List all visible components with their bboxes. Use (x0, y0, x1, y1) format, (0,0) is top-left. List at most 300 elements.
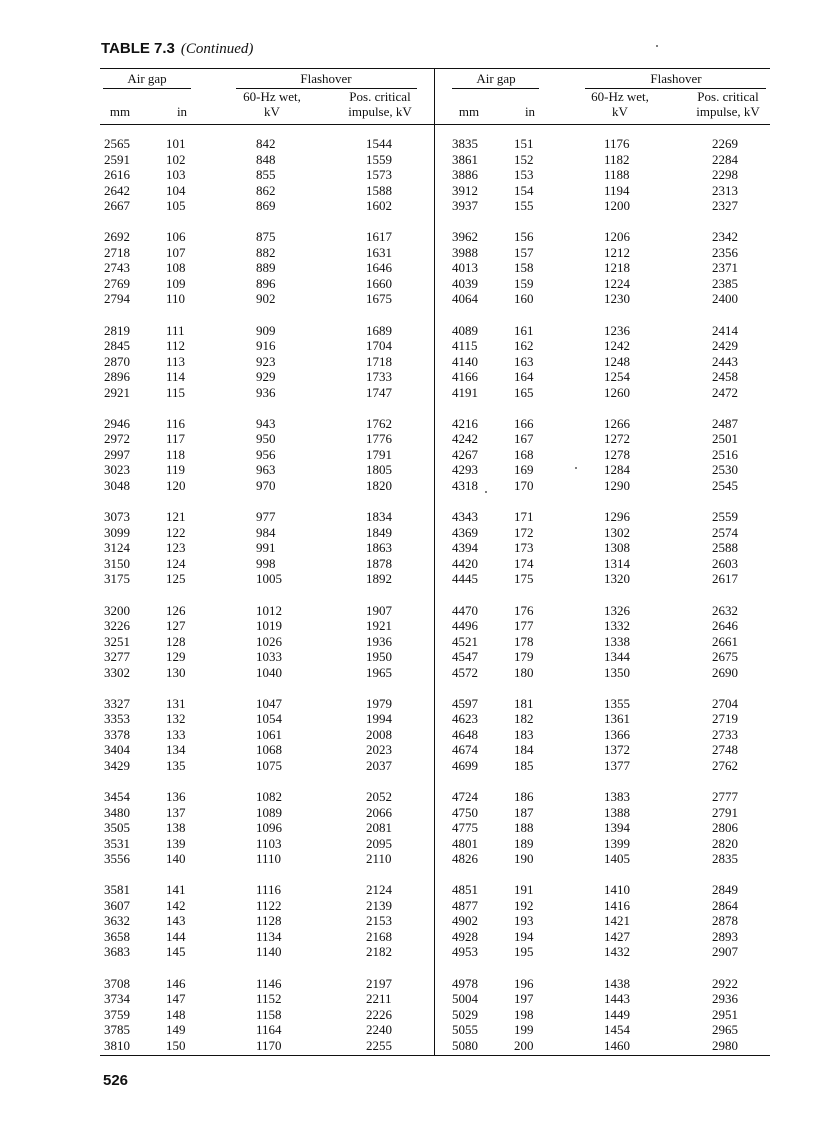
left-impulse-kv-cell: 1675 (366, 291, 392, 307)
right-wet-kv-cell: 1405 (604, 851, 630, 867)
right-in-cell: 189 (514, 835, 534, 851)
right-mm-cell: 4064 (452, 291, 478, 307)
right-mm-cell: 4953 (452, 944, 478, 960)
table-bottom-rule (100, 1055, 770, 1056)
left-wet-kv-cell: 1164 (256, 1022, 282, 1038)
right-wet-kv-cell: 1372 (604, 742, 630, 758)
right-mm-cell: 4115 (452, 338, 478, 354)
left-impulse-kv-cell: 1921 (366, 618, 392, 633)
right-impulse-kv-cell: 2559 (712, 509, 738, 525)
right-impulse-kv-cell: 2675 (712, 649, 738, 664)
left-wet-kv-cell: 896 (256, 275, 276, 291)
right-in-cell: 161 (514, 322, 534, 338)
right-wet-kv-cell: 1460 (604, 1037, 630, 1053)
left-in-cell: 132 (166, 711, 186, 727)
right-impulse-kv-cell: 2893 (712, 928, 738, 944)
right-in-cell: 196 (514, 975, 534, 991)
left-impulse-kv-cell: 1573 (366, 167, 392, 182)
left-wet-kv-cell: 1061 (256, 726, 282, 742)
left-impulse-kv-cell: 1631 (366, 244, 392, 260)
left-wet-kv-cell: 1040 (256, 664, 282, 680)
right-mm-cell: 4674 (452, 742, 478, 758)
right-impulse-kv-cell: 2965 (712, 1022, 738, 1038)
right-impulse-kv-cell: 2501 (712, 431, 738, 447)
left-impulse-kv-cell: 1791 (366, 446, 392, 462)
right-mm-cell: 4420 (452, 555, 478, 571)
left-mm-cell: 3200 (104, 602, 130, 618)
right-wet-kv-cell: 1388 (604, 804, 630, 820)
right-in-cell: 174 (514, 555, 534, 571)
right-in-cell: 198 (514, 1006, 534, 1022)
left-wet-header-2: kV (264, 104, 280, 119)
right-in-cell: 187 (514, 804, 534, 820)
right-impulse-kv-cell: 2980 (712, 1037, 738, 1053)
right-impulse-kv-cell: 2443 (712, 353, 738, 369)
left-wet-kv-cell: 882 (256, 244, 276, 260)
right-wet-kv-cell: 1248 (604, 353, 630, 369)
left-wet-kv-cell: 848 (256, 151, 276, 167)
right-wet-kv-cell: 1438 (604, 975, 630, 991)
right-impulse-kv-cell: 2400 (712, 291, 738, 307)
left-in-cell: 143 (166, 913, 186, 929)
left-wet-kv-cell: 1082 (256, 789, 282, 805)
left-wet-kv-cell: 943 (256, 415, 276, 431)
left-in-cell: 128 (166, 633, 186, 649)
left-in-cell: 146 (166, 975, 186, 991)
left-mm-cell: 3632 (104, 913, 130, 929)
right-wet-kv-cell: 1449 (604, 1006, 630, 1022)
right-in-cell: 200 (514, 1037, 534, 1053)
right-wet-kv-cell: 1366 (604, 726, 630, 742)
left-mm-cell: 2997 (104, 446, 130, 462)
right-in-cell: 175 (514, 571, 534, 587)
right-wet-kv-cell: 1206 (604, 229, 630, 245)
left-in-cell: 101 (166, 136, 186, 151)
right-impulse-kv-cell: 2951 (712, 1006, 738, 1022)
left-wet-kv-cell: 1005 (256, 571, 282, 587)
right-wet-kv-cell: 1355 (604, 695, 630, 711)
right-mm-cell: 4750 (452, 804, 478, 820)
left-impulse-kv-cell: 1733 (366, 369, 392, 385)
left-impulse-kv-cell: 2081 (366, 820, 392, 836)
right-wet-kv-cell: 1308 (604, 540, 630, 556)
left-mm-cell: 2896 (104, 369, 130, 385)
left-wet-kv-cell: 1068 (256, 742, 282, 758)
left-impulse-kv-cell: 1863 (366, 540, 392, 556)
right-mm-cell: 4902 (452, 913, 478, 929)
left-in-cell: 140 (166, 851, 186, 867)
right-impulse-kv-cell: 2458 (712, 369, 738, 385)
left-mm-cell: 2692 (104, 229, 130, 245)
left-in-cell: 129 (166, 649, 186, 664)
right-in-cell: 169 (514, 462, 534, 478)
left-wet-kv-cell: 1110 (256, 851, 282, 867)
left-in-cell: 147 (166, 991, 186, 1007)
left-mm-cell: 2946 (104, 415, 130, 431)
right-impulse-kv-cell: 2284 (712, 151, 738, 167)
left-mm-cell: 3099 (104, 524, 130, 540)
left-wet-kv-cell: 929 (256, 369, 276, 385)
left-mm-cell: 2769 (104, 275, 130, 291)
right-in-cell: 193 (514, 913, 534, 929)
right-in-cell: 172 (514, 524, 534, 540)
right-in-cell: 171 (514, 509, 534, 525)
left-in-cell: 148 (166, 1006, 186, 1022)
right-impulse-kv-cell: 2603 (712, 555, 738, 571)
left-impulse-kv-cell: 2052 (366, 789, 392, 805)
left-in-header: in (176, 104, 188, 119)
left-in-cell: 115 (166, 384, 186, 400)
left-wet-kv-cell: 875 (256, 229, 276, 245)
right-airgap-underline (452, 88, 539, 89)
left-in-cell: 120 (166, 477, 186, 493)
right-in-cell: 167 (514, 431, 534, 447)
right-mm-cell: 4699 (452, 757, 478, 773)
right-in-cell: 185 (514, 757, 534, 773)
left-in-cell: 116 (166, 415, 186, 431)
right-in-header: in (524, 104, 536, 119)
left-in-cell: 125 (166, 571, 186, 587)
right-in-cell: 165 (514, 384, 534, 400)
left-in-cell: 119 (166, 462, 186, 478)
left-wet-kv-cell: 1128 (256, 913, 282, 929)
left-impulse-kv-cell: 1747 (366, 384, 392, 400)
right-mm-cell: 3861 (452, 151, 478, 167)
right-impulse-kv-cell: 2646 (712, 618, 738, 633)
left-impulse-kv-cell: 1588 (366, 182, 392, 198)
left-wet-kv-cell: 1096 (256, 820, 282, 836)
left-in-cell: 135 (166, 757, 186, 773)
left-in-cell: 137 (166, 804, 186, 820)
left-mm-cell: 3607 (104, 897, 130, 913)
left-mm-cell: 3327 (104, 695, 130, 711)
table-title (101, 40, 253, 58)
left-in-cell: 107 (166, 244, 186, 260)
left-mm-cell: 3404 (104, 742, 130, 758)
right-in-cell: 178 (514, 633, 534, 649)
left-mm-cell: 3378 (104, 726, 130, 742)
right-wet-kv-cell: 1314 (604, 555, 630, 571)
left-in-cell: 127 (166, 618, 186, 633)
left-impulse-kv-cell: 1834 (366, 509, 392, 525)
right-mm-cell: 4826 (452, 851, 478, 867)
right-in-cell: 156 (514, 229, 534, 245)
left-impulse-kv-cell: 1965 (366, 664, 392, 680)
right-impulse-kv-cell: 2516 (712, 446, 738, 462)
left-impulse-kv-cell: 2110 (366, 851, 392, 867)
right-wet-kv-cell: 1272 (604, 431, 630, 447)
left-mm-cell: 3556 (104, 851, 130, 867)
left-wet-kv-cell: 842 (256, 136, 276, 151)
table-label: TABLE 7.3 (101, 40, 175, 57)
right-mm-cell: 4166 (452, 369, 478, 385)
left-in-cell: 123 (166, 540, 186, 556)
left-wet-kv-cell: 902 (256, 291, 276, 307)
right-mm-cell: 3988 (452, 244, 478, 260)
right-mm-cell: 3835 (452, 136, 478, 151)
left-mm-cell: 2591 (104, 151, 130, 167)
left-in-cell: 114 (166, 369, 186, 385)
right-impulse-kv-cell: 2342 (712, 229, 738, 245)
right-impulse-kv-cell: 2545 (712, 477, 738, 493)
left-in-cell: 145 (166, 944, 186, 960)
left-in-cell: 122 (166, 524, 186, 540)
right-mm-cell: 4978 (452, 975, 478, 991)
left-impulse-kv-cell: 1559 (366, 151, 392, 167)
right-mm-cell: 5004 (452, 991, 478, 1007)
left-mm-cell: 2565 (104, 136, 130, 151)
left-in-cell: 138 (166, 820, 186, 836)
table-subtitle: (Continued) (180, 41, 254, 57)
right-wet-kv-cell: 1443 (604, 991, 630, 1007)
right-in-cell: 151 (514, 136, 534, 151)
left-impulse-kv-cell: 1878 (366, 555, 392, 571)
right-impulse-kv-cell: 2414 (712, 322, 738, 338)
right-wet-kv-cell: 1377 (604, 757, 630, 773)
left-in-cell: 111 (166, 322, 185, 338)
left-wet-kv-cell: 1146 (256, 975, 282, 991)
left-mm-cell: 3810 (104, 1037, 130, 1053)
left-mm-cell: 2642 (104, 182, 130, 198)
right-in-cell: 194 (514, 928, 534, 944)
left-impulse-kv-cell: 1892 (366, 571, 392, 587)
left-wet-kv-cell: 1140 (256, 944, 282, 960)
right-in-cell: 191 (514, 882, 534, 898)
left-in-cell: 141 (166, 882, 186, 898)
left-in-cell: 109 (166, 275, 186, 291)
right-impulse-kv-cell: 2733 (712, 726, 738, 742)
left-impulse-kv-cell: 2211 (366, 991, 392, 1007)
right-wet-kv-cell: 1284 (604, 462, 630, 478)
left-mm-cell: 2794 (104, 291, 130, 307)
right-mm-cell: 5029 (452, 1006, 478, 1022)
left-mm-cell: 3353 (104, 711, 130, 727)
right-impulse-kv-cell: 2661 (712, 633, 738, 649)
right-mm-cell: 4877 (452, 897, 478, 913)
left-impulse-kv-cell: 1602 (366, 198, 392, 213)
right-wet-kv-cell: 1266 (604, 415, 630, 431)
right-impulse-kv-cell: 2806 (712, 820, 738, 836)
left-mm-cell: 2616 (104, 167, 130, 182)
left-in-cell: 108 (166, 260, 186, 276)
right-in-cell: 179 (514, 649, 534, 664)
right-impulse-kv-cell: 2777 (712, 789, 738, 805)
left-impulse-kv-cell: 2095 (366, 835, 392, 851)
left-impulse-header-1: Pos. critical (349, 89, 411, 104)
left-impulse-kv-cell: 2197 (366, 975, 392, 991)
left-in-cell: 133 (166, 726, 186, 742)
left-mm-cell: 2845 (104, 338, 130, 354)
left-wet-kv-cell: 1075 (256, 757, 282, 773)
right-mm-cell: 4369 (452, 524, 478, 540)
left-airgap-header: Air gap (127, 71, 167, 86)
right-wet-kv-cell: 1427 (604, 928, 630, 944)
right-impulse-kv-cell: 2704 (712, 695, 738, 711)
right-wet-kv-cell: 1260 (604, 384, 630, 400)
right-in-cell: 157 (514, 244, 534, 260)
left-mm-cell: 3073 (104, 509, 130, 525)
left-wet-kv-cell: 1103 (256, 835, 282, 851)
right-mm-cell: 5055 (452, 1022, 478, 1038)
right-impulse-kv-cell: 2936 (712, 991, 738, 1007)
left-in-cell: 113 (166, 353, 186, 369)
right-in-cell: 162 (514, 338, 534, 354)
left-in-cell: 136 (166, 789, 186, 805)
right-mm-cell: 4597 (452, 695, 478, 711)
left-mm-cell: 2743 (104, 260, 130, 276)
left-wet-kv-cell: 1170 (256, 1037, 282, 1053)
right-mm-cell: 4140 (452, 353, 478, 369)
left-wet-kv-cell: 1054 (256, 711, 282, 727)
right-impulse-kv-cell: 2820 (712, 835, 738, 851)
left-in-cell: 126 (166, 602, 186, 618)
left-mm-cell: 2667 (104, 198, 130, 213)
right-impulse-kv-cell: 2472 (712, 384, 738, 400)
right-in-cell: 186 (514, 789, 534, 805)
right-in-cell: 164 (514, 369, 534, 385)
left-impulse-kv-cell: 1820 (366, 477, 392, 493)
left-wet-kv-cell: 936 (256, 384, 276, 400)
left-wet-kv-cell: 977 (256, 509, 276, 525)
left-wet-header-1: 60-Hz wet, (243, 89, 301, 104)
table-top-rule (100, 68, 770, 69)
right-impulse-kv-cell: 2356 (712, 244, 738, 260)
right-impulse-kv-cell: 2791 (712, 804, 738, 820)
right-mm-cell: 4191 (452, 384, 478, 400)
left-wet-kv-cell: 862 (256, 182, 276, 198)
left-mm-header: mm (109, 104, 131, 119)
right-in-cell: 195 (514, 944, 534, 960)
right-mm-cell: 4293 (452, 462, 478, 478)
right-mm-cell: 4623 (452, 711, 478, 727)
left-impulse-kv-cell: 1936 (366, 633, 392, 649)
left-mm-cell: 3023 (104, 462, 130, 478)
right-wet-kv-cell: 1432 (604, 944, 630, 960)
right-impulse-header-1: Pos. critical (697, 89, 759, 104)
right-wet-kv-cell: 1200 (604, 198, 630, 213)
right-in-cell: 168 (514, 446, 534, 462)
right-impulse-kv-cell: 2748 (712, 742, 738, 758)
right-mm-cell: 4547 (452, 649, 478, 664)
left-mm-cell: 3277 (104, 649, 130, 664)
right-wet-kv-cell: 1230 (604, 291, 630, 307)
right-wet-kv-cell: 1188 (604, 167, 630, 182)
right-mm-cell: 3886 (452, 167, 478, 182)
right-in-cell: 154 (514, 182, 534, 198)
left-impulse-kv-cell: 1762 (366, 415, 392, 431)
left-wet-kv-cell: 998 (256, 555, 276, 571)
left-in-cell: 139 (166, 835, 186, 851)
left-wet-kv-cell: 916 (256, 338, 276, 354)
right-impulse-kv-cell: 2632 (712, 602, 738, 618)
left-wet-kv-cell: 1019 (256, 618, 282, 633)
left-wet-kv-cell: 984 (256, 524, 276, 540)
right-mm-cell: 4089 (452, 322, 478, 338)
right-impulse-kv-cell: 2371 (712, 260, 738, 276)
left-wet-kv-cell: 956 (256, 446, 276, 462)
right-in-cell: 190 (514, 851, 534, 867)
left-wet-kv-cell: 869 (256, 198, 276, 213)
left-wet-kv-cell: 1122 (256, 897, 282, 913)
left-in-cell: 134 (166, 742, 186, 758)
left-in-cell: 131 (166, 695, 186, 711)
left-wet-kv-cell: 1116 (256, 882, 282, 898)
left-in-cell: 117 (166, 431, 186, 447)
left-mm-cell: 3734 (104, 991, 130, 1007)
right-airgap-header: Air gap (476, 71, 516, 86)
right-mm-cell: 4572 (452, 664, 478, 680)
right-impulse-kv-cell: 2429 (712, 338, 738, 354)
left-wet-kv-cell: 923 (256, 353, 276, 369)
right-wet-header-1: 60-Hz wet, (591, 89, 649, 104)
right-wet-header-2: kV (612, 104, 628, 119)
left-in-cell: 130 (166, 664, 186, 680)
left-mm-cell: 3505 (104, 820, 130, 836)
right-in-cell: 183 (514, 726, 534, 742)
right-mm-cell: 3962 (452, 229, 478, 245)
right-in-cell: 199 (514, 1022, 534, 1038)
left-impulse-kv-cell: 1979 (366, 695, 392, 711)
right-wet-kv-cell: 1399 (604, 835, 630, 851)
right-wet-kv-cell: 1182 (604, 151, 630, 167)
right-impulse-kv-cell: 2574 (712, 524, 738, 540)
left-mm-cell: 3759 (104, 1006, 130, 1022)
right-wet-kv-cell: 1296 (604, 509, 630, 525)
right-impulse-kv-cell: 2719 (712, 711, 738, 727)
right-wet-kv-cell: 1326 (604, 602, 630, 618)
right-in-cell: 152 (514, 151, 534, 167)
left-flashover-header: Flashover (300, 71, 352, 86)
left-impulse-kv-cell: 1907 (366, 602, 392, 618)
left-impulse-kv-cell: 2124 (366, 882, 392, 898)
right-in-cell: 181 (514, 695, 534, 711)
right-mm-cell: 4470 (452, 602, 478, 618)
left-impulse-kv-cell: 2168 (366, 928, 392, 944)
right-impulse-kv-cell: 2327 (712, 198, 738, 213)
right-wet-kv-cell: 1394 (604, 820, 630, 836)
left-wet-kv-cell: 1089 (256, 804, 282, 820)
left-impulse-kv-cell: 1805 (366, 462, 392, 478)
left-mm-cell: 3175 (104, 571, 130, 587)
left-wet-kv-cell: 991 (256, 540, 276, 556)
right-mm-cell: 3912 (452, 182, 478, 198)
left-wet-kv-cell: 950 (256, 431, 276, 447)
left-wet-kv-cell: 1047 (256, 695, 282, 711)
left-impulse-kv-cell: 2023 (366, 742, 392, 758)
right-mm-cell: 4013 (452, 260, 478, 276)
right-in-cell: 155 (514, 198, 534, 213)
left-wet-kv-cell: 1158 (256, 1006, 282, 1022)
left-mm-cell: 2819 (104, 322, 130, 338)
left-mm-cell: 3581 (104, 882, 130, 898)
right-in-cell: 159 (514, 275, 534, 291)
left-wet-kv-cell: 909 (256, 322, 276, 338)
right-mm-cell: 4928 (452, 928, 478, 944)
right-mm-cell: 4496 (452, 618, 478, 633)
right-in-cell: 184 (514, 742, 534, 758)
right-wet-kv-cell: 1290 (604, 477, 630, 493)
left-impulse-kv-cell: 2255 (366, 1037, 392, 1053)
left-impulse-kv-cell: 2066 (366, 804, 392, 820)
right-in-cell: 163 (514, 353, 534, 369)
left-impulse-kv-cell: 1994 (366, 711, 392, 727)
left-mm-cell: 3226 (104, 618, 130, 633)
left-impulse-kv-cell: 1660 (366, 275, 392, 291)
right-wet-kv-cell: 1302 (604, 524, 630, 540)
left-wet-kv-cell: 889 (256, 260, 276, 276)
left-in-cell: 105 (166, 198, 186, 213)
right-wet-kv-cell: 1416 (604, 897, 630, 913)
